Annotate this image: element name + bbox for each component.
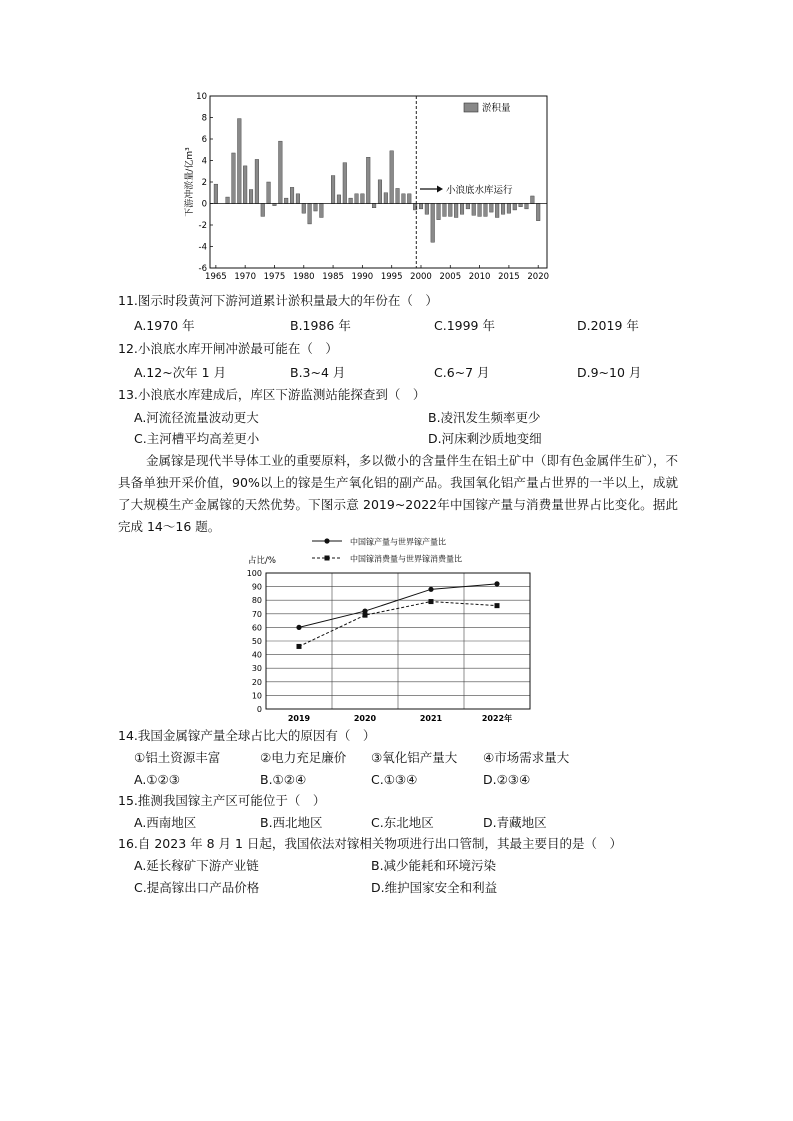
bar-2001 — [425, 204, 429, 215]
bar-1972 — [255, 159, 259, 203]
sediment-bar-chart — [180, 88, 560, 288]
y-tick-label: 30 — [251, 664, 262, 674]
q16-option-c[interactable]: C.提高镓出口产品价格 — [134, 880, 260, 895]
bar-2000 — [419, 204, 423, 209]
bar-1997 — [402, 194, 406, 204]
q14-option-a[interactable]: A.①②③ — [134, 772, 180, 787]
bar-1995 — [390, 151, 394, 204]
q13-option-a[interactable]: A.河流径流量波动更大 — [134, 410, 259, 425]
bar-2018 — [525, 204, 529, 209]
x-tick-label: 2010 — [468, 272, 491, 282]
bar-1981 — [308, 204, 312, 224]
bar-2013 — [495, 204, 499, 218]
bar-1971 — [249, 190, 253, 204]
gallium-intro-paragraph: 金属镓是现代半导体工业的重要原料，多以微小的含量伴生在铝土矿中（即有色金属伴生矿），不具备单独开采价值，90%以上的镓是生产氧化铝的副产品。我国氧化铝产量占世界的一半以上，成就了大规模生产金属镓的天然优势。下图示意 2019~2022年中国镓产量与消费量世界占比变化。据此完成 14～16 题。 — [118, 453, 678, 534]
bar-2012 — [490, 204, 494, 213]
x-tick-label: 2015 — [498, 272, 520, 282]
x-tick-label: 2005 — [439, 272, 462, 282]
bar-1983 — [320, 204, 324, 218]
bar-1980 — [302, 204, 306, 214]
bar-2016 — [513, 204, 517, 210]
bar-1990 — [361, 194, 365, 204]
x-tick-label: 1975 — [263, 272, 286, 282]
y-tick-label: 4 — [201, 156, 207, 167]
y-tick-label: 8 — [201, 113, 207, 124]
production-point — [494, 581, 499, 586]
bar-1973 — [261, 204, 265, 217]
x-tick-label: 2021 — [419, 714, 443, 723]
arrow-head — [437, 186, 443, 193]
y-tick-label: 2 — [201, 178, 207, 188]
q14-item-2: ②电力充足廉价 — [260, 750, 347, 765]
gallium-share-line-chart — [240, 533, 540, 725]
bar-1968 — [232, 153, 236, 204]
bar-2015 — [507, 204, 511, 214]
x-tick-label: 2000 — [410, 272, 432, 282]
bar-2005 — [448, 204, 452, 217]
q15-option-b[interactable]: B.西北地区 — [260, 815, 323, 830]
q12-option-b[interactable]: B.3~4 月 — [290, 365, 346, 380]
bar-2007 — [460, 204, 464, 215]
bar-2014 — [501, 204, 505, 215]
y-tick-label: 70 — [251, 609, 262, 619]
q14-item-3: ③氧化铝产量大 — [371, 750, 458, 765]
legend-label: 淤积量 — [482, 103, 511, 114]
y-tick-label: 10 — [196, 92, 207, 102]
bar-2008 — [466, 204, 470, 209]
bar-1994 — [384, 193, 388, 204]
bar-1970 — [243, 166, 247, 204]
bar-2006 — [454, 204, 458, 218]
q12-option-c[interactable]: C.6~7 月 — [434, 365, 490, 380]
y-tick-label: 80 — [251, 596, 262, 606]
x-tick-label: 1995 — [380, 272, 403, 282]
bar-1996 — [396, 188, 400, 203]
bar-2004 — [443, 204, 447, 217]
y-tick-label: 0 — [256, 705, 262, 714]
y-tick-label: 0 — [201, 199, 207, 210]
y-tick-label: -4 — [198, 242, 207, 253]
q16-option-d[interactable]: D.维护国家安全和利益 — [371, 880, 498, 895]
bar-1986 — [337, 195, 341, 204]
y-tick-label: 60 — [251, 623, 262, 633]
bar-1985 — [331, 176, 335, 204]
q11-option-a[interactable]: A.1970 年 — [134, 318, 195, 333]
q13-option-b[interactable]: B.凌汛发生频率更少 — [428, 410, 541, 425]
y-tick-label: 50 — [251, 637, 262, 646]
bar-1969 — [237, 119, 241, 204]
legend-label-production: 中国镓产量与世界镓产量比 — [350, 537, 446, 547]
x-tick-label: 2020 — [527, 272, 550, 282]
legend-marker-square — [325, 556, 330, 561]
q13-option-c[interactable]: C.主河槽平均高差更小 — [134, 431, 260, 446]
bar-1992 — [372, 204, 376, 208]
y-tick-label: 10 — [251, 691, 262, 701]
bar-2010 — [478, 204, 482, 217]
x-tick-label: 1965 — [205, 272, 227, 282]
bar-2003 — [437, 204, 441, 220]
q11-option-b[interactable]: B.1986 年 — [290, 318, 351, 333]
q16-option-b[interactable]: B.减少能耗和环境污染 — [371, 858, 497, 873]
bar-1978 — [290, 187, 294, 203]
x-tick-label: 1990 — [351, 272, 374, 282]
bar-1976 — [279, 141, 283, 203]
bar-1988 — [349, 198, 353, 203]
x-tick-label: 1985 — [322, 272, 344, 282]
x-tick-label: 1980 — [292, 272, 315, 282]
q11-option-c[interactable]: C.1999 年 — [434, 318, 495, 333]
y-tick-label: 20 — [251, 677, 262, 687]
q15-option-d[interactable]: D.青藏地区 — [483, 815, 547, 830]
q11-stem: 11.图示时段黄河下游河道累计淤积量最大的年份在（ ） — [118, 293, 438, 308]
q14-stem: 14.我国金属镓产量全球占比大的原因有（ ） — [118, 728, 376, 743]
q13-stem: 13.小浪底水库建成后，库区下游监测站能探查到（ ） — [118, 387, 426, 402]
q16-option-a[interactable]: A.延长稼矿下游产业链 — [134, 858, 259, 873]
q15-stem: 15.推测我国镓主产区可能位于（ ） — [118, 793, 326, 808]
bar-2019 — [531, 196, 535, 204]
q13-option-d[interactable]: D.河床剩沙质地变细 — [428, 431, 542, 446]
y-tick-label: 90 — [251, 582, 262, 592]
y-axis-label: 占比/% — [248, 556, 276, 566]
consumption-point — [495, 603, 500, 608]
bar-1982 — [314, 204, 318, 212]
legend-swatch — [464, 103, 478, 112]
production-point — [296, 625, 301, 630]
q15-option-c[interactable]: C.东北地区 — [371, 815, 434, 830]
q14-option-d[interactable]: D.②③④ — [483, 772, 531, 787]
bar-1989 — [355, 194, 359, 204]
q16-stem: 16.自 2023 年 8 月 1 日起，我国依法对镓相关物项进行出口管制，其最主要目的是（ ） — [118, 836, 622, 851]
y-tick-label: -6 — [198, 264, 207, 274]
q15-option-a[interactable]: A.西南地区 — [134, 815, 197, 830]
consumption-point — [429, 599, 434, 604]
production-point — [428, 587, 433, 592]
x-tick-label: 1970 — [234, 272, 256, 282]
q14-option-c[interactable]: C.①③④ — [371, 772, 418, 787]
q14-item-4: ④市场需求量大 — [483, 750, 570, 765]
q11-option-d[interactable]: D.2019 年 — [577, 318, 639, 333]
y-tick-label: 6 — [201, 135, 207, 145]
y-tick-label: 100 — [246, 569, 262, 578]
q12-option-a[interactable]: A.12~次年 1 月 — [134, 365, 227, 380]
bar-1965 — [214, 184, 218, 203]
q14-option-b[interactable]: B.①②④ — [260, 772, 307, 787]
bar-1977 — [284, 198, 288, 203]
bar-2011 — [484, 204, 488, 217]
bar-1998 — [407, 194, 411, 204]
consumption-point — [363, 613, 368, 618]
q14-item-1: ①铝土资源丰富 — [134, 750, 221, 765]
bar-1974 — [267, 182, 271, 204]
q12-option-d[interactable]: D.9~10 月 — [577, 365, 642, 380]
legend-marker-circle — [324, 538, 329, 543]
bar-1967 — [226, 197, 230, 203]
x-tick-label: 2022年 — [481, 714, 513, 723]
bar-1991 — [366, 157, 370, 203]
consumption-point — [297, 644, 302, 649]
annotation-label: 小浪底水库运行 — [446, 185, 513, 196]
bar-1979 — [296, 194, 300, 204]
bar-1987 — [343, 163, 347, 204]
q12-stem: 12.小浪底水库开闸冲淤最可能在（ ） — [118, 341, 338, 356]
bar-2002 — [431, 204, 435, 243]
x-tick-label: 2019 — [287, 714, 311, 723]
bar-2017 — [519, 204, 523, 207]
legend-label-consumption: 中国镓消费量与世界镓消费量比 — [350, 554, 462, 564]
y-tick-label: 40 — [251, 650, 262, 660]
x-tick-label: 2020 — [353, 714, 377, 723]
bar-2009 — [472, 204, 476, 216]
bar-2020 — [536, 204, 540, 221]
y-tick-label: -2 — [198, 221, 207, 231]
bar-1993 — [378, 180, 382, 204]
y-axis-label: 下游冲淤量/亿m³ — [185, 147, 195, 217]
